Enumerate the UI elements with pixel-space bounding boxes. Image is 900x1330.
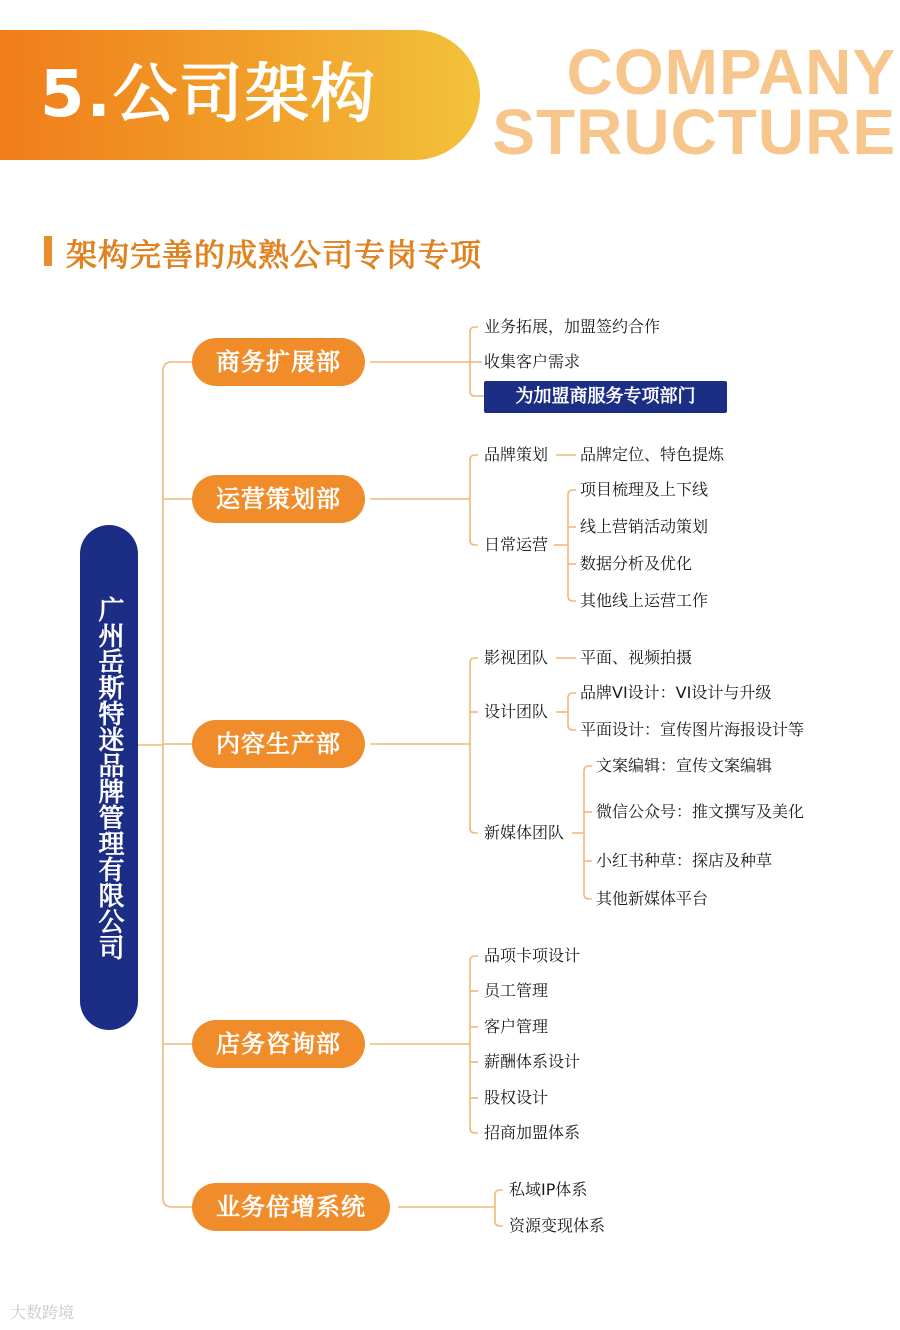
list-item: 文案编辑：宣传文案编辑 <box>596 756 773 775</box>
group-label: 日常运营 <box>484 535 549 554</box>
list-item: 数据分析及优化 <box>580 554 693 573</box>
list-item: 线上营销活动策划 <box>580 517 709 536</box>
list-item: 品牌定位、特色提炼 <box>580 445 725 464</box>
dept-business-expansion: 商务扩展部 <box>192 338 365 386</box>
list-item: 平面设计：宣传图片海报设计等 <box>580 720 805 739</box>
list-item: 微信公众号：推文撰写及美化 <box>596 802 805 821</box>
list-item: 业务拓展，加盟签约合作 <box>484 317 661 336</box>
list-item: 收集客户需求 <box>484 352 581 371</box>
list-item: 招商加盟体系 <box>484 1123 581 1142</box>
list-item: 小红书种草：探店及种草 <box>596 851 773 870</box>
group-label: 影视团队 <box>484 648 549 667</box>
list-item: 项目梳理及上下线 <box>580 480 709 499</box>
dept-content-production: 内容生产部 <box>192 720 365 768</box>
highlight-badge: 为加盟商服务专项部门 <box>484 381 727 413</box>
english-title-line2: STRUCTURE <box>492 96 896 168</box>
list-item: 品项卡项设计 <box>484 946 581 965</box>
list-item: 其他线上运营工作 <box>580 591 709 610</box>
group-label: 新媒体团队 <box>484 823 565 842</box>
list-item: 私域IP体系 <box>509 1180 588 1199</box>
dept-business-multiplier: 业务倍增系统 <box>192 1183 390 1231</box>
list-item: 薪酬体系设计 <box>484 1052 581 1071</box>
page-title: 5.公司架构 <box>40 58 377 132</box>
list-item: 平面、视频拍摄 <box>580 648 693 667</box>
english-title-line1: COMPANY <box>566 36 896 108</box>
dept-store-consulting: 店务咨询部 <box>192 1020 365 1068</box>
dept-operations-planning: 运营策划部 <box>192 475 365 523</box>
watermark: 大数跨境 <box>10 1303 75 1322</box>
group-label: 设计团队 <box>484 702 549 721</box>
list-item: 客户管理 <box>484 1017 549 1036</box>
list-item: 其他新媒体平台 <box>596 889 709 908</box>
list-item: 股权设计 <box>484 1088 549 1107</box>
list-item: 品牌VI设计：VI设计与升级 <box>580 683 772 702</box>
list-item: 资源变现体系 <box>509 1216 606 1235</box>
company-name: 广州岳斯特迷品牌管理有限公司 <box>80 525 138 1030</box>
group-label: 品牌策划 <box>484 445 549 464</box>
section-title: 架构完善的成熟公司专岗专项 <box>66 238 482 274</box>
list-item: 员工管理 <box>484 981 549 1000</box>
